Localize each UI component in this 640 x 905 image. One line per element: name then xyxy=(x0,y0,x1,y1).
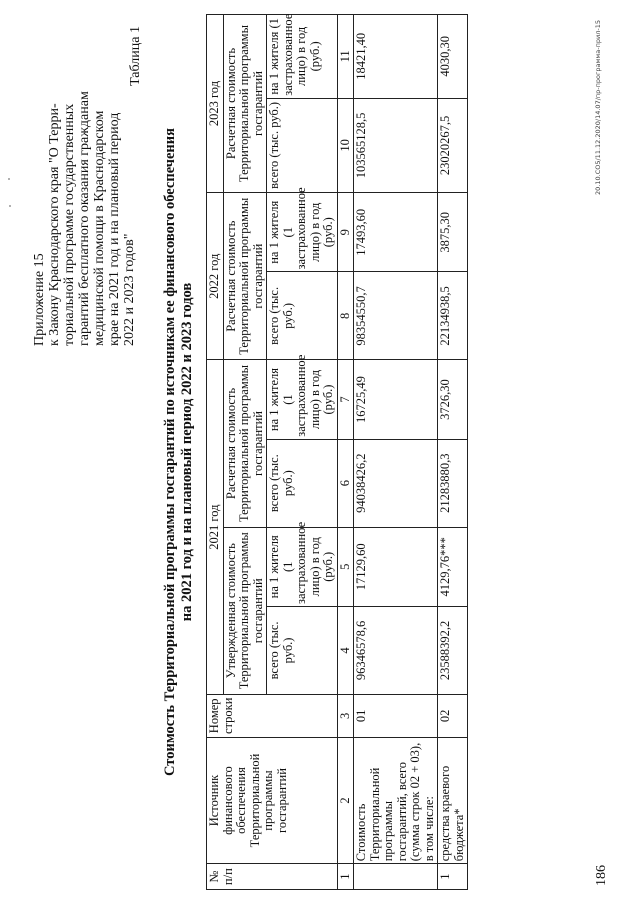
appendix-line: гарантий бесплатного оказания гражданам xyxy=(77,91,92,346)
appendix-header xyxy=(32,26,137,346)
row-no xyxy=(354,864,438,890)
header-total: всего (тыс. руб.) xyxy=(267,606,338,694)
header-per-capita: на 1 жителя (1 застрахованное лицо) в год (руб.) xyxy=(267,15,338,99)
cell-per-capita-2021-calculated: 3726,30 xyxy=(438,360,468,439)
cell-per-capita-2023: 18421,40 xyxy=(354,15,438,99)
cell-per-capita-2021-approved: 4129,76*** xyxy=(438,527,468,606)
cell-total-2021-approved: 23588392,2 xyxy=(438,606,468,694)
cell-total-2023: 23020267,5 xyxy=(438,98,468,192)
column-number: 5 xyxy=(337,527,354,606)
cell-per-capita-2022: 17493,60 xyxy=(354,193,438,272)
column-number: 3 xyxy=(337,694,354,737)
header-total: всего (тыс. руб.) xyxy=(267,272,338,360)
appendix-line: медицинской помощи в Краснодарском xyxy=(92,110,107,346)
row-source: средства краевого бюджета* xyxy=(438,737,468,864)
header-per-capita: на 1 жителя (1 застрахованное лицо) в год (руб.) xyxy=(267,527,338,606)
appendix-title: Приложение 15 xyxy=(32,253,47,346)
header-total: всего (тыс. руб.) xyxy=(267,98,338,192)
header-approved-cost: Утвержденная стоимость Территориальной программы госгарантий xyxy=(223,527,267,694)
document-title xyxy=(162,18,196,886)
cell-total-2021-calculated: 94038426,2 xyxy=(354,439,438,527)
appendix-line: ториальной программе государственных xyxy=(62,103,77,346)
cell-per-capita-2022: 3875,30 xyxy=(438,193,468,272)
title-line-1: Стоимость Территориальной программы госгарантий по источникам ее финансового обеспечения xyxy=(162,128,178,776)
column-number: 2 xyxy=(337,737,354,864)
title-line-2: на 2021 год и на плановый период 2022 и 2023 годов xyxy=(179,282,195,622)
column-number: 8 xyxy=(337,272,354,360)
column-number: 11 xyxy=(337,15,354,99)
column-number: 10 xyxy=(337,98,354,192)
appendix-line: 2022 и 2023 годов" xyxy=(122,233,137,346)
cell-per-capita-2021-calculated: 16725,49 xyxy=(354,360,438,439)
cell-total-2021-approved: 96346578,6 xyxy=(354,606,438,694)
header-year-2021: 2021 год xyxy=(207,360,224,695)
page-number: 186 xyxy=(594,865,609,886)
header-per-capita: на 1 жителя (1 застрахованное лицо) в год (руб.) xyxy=(267,193,338,272)
row-line-number: 01 xyxy=(354,694,438,737)
document-code: 20.10.CO5/11.12.2020/14.07/пр-программа-прил-15 xyxy=(594,20,602,195)
header-calculated-cost-2021: Расчетная стоимость Территориальной программы госгарантий xyxy=(223,360,267,527)
cell-total-2022: 22134938,5 xyxy=(438,272,468,360)
header-line-number: Номер строки xyxy=(207,694,338,737)
column-number: 1 xyxy=(337,864,354,890)
column-number: 9 xyxy=(337,193,354,272)
cost-table xyxy=(206,14,468,890)
table-row xyxy=(354,15,438,890)
cell-total-2021-calculated: 21283880,3 xyxy=(438,439,468,527)
table-label: Таблица 1 xyxy=(128,26,143,86)
column-number: 6 xyxy=(337,439,354,527)
cell-total-2023: 103565128,5 xyxy=(354,98,438,192)
row-source: Стоимость Территориальной программы госгарантий, всего (сумма строк 02 + 03), в том числе: xyxy=(354,737,438,864)
appendix-line: к Закону Краснодарского края "О Терри- xyxy=(47,103,62,346)
header-row-years xyxy=(207,15,224,890)
header-no: № п/п xyxy=(207,864,338,890)
column-number: 7 xyxy=(337,360,354,439)
appendix-line: крае на 2021 год и на плановый период xyxy=(107,112,122,346)
header-total: всего (тыс. руб.) xyxy=(267,439,338,527)
table-row xyxy=(438,15,468,890)
header-per-capita: на 1 жителя (1 застрахованное лицо) в год (руб.) xyxy=(267,360,338,439)
header-year-2022: 2022 год xyxy=(207,193,224,360)
column-number: 4 xyxy=(337,606,354,694)
row-no: 1 xyxy=(438,864,468,890)
scan-speck xyxy=(8,178,10,180)
header-year-2023: 2023 год xyxy=(207,15,224,193)
cell-total-2022: 98354550,7 xyxy=(354,272,438,360)
cell-per-capita-2021-approved: 17129,60 xyxy=(354,527,438,606)
rotated-page-content xyxy=(20,12,620,892)
header-calculated-cost-2023: Расчетная стоимость Территориальной программы госгарантий xyxy=(223,15,267,193)
header-calculated-cost-2022: Расчетная стоимость Территориальной программы госгарантий xyxy=(223,193,267,360)
cell-per-capita-2023: 4030,30 xyxy=(438,15,468,99)
row-line-number: 02 xyxy=(438,694,468,737)
scan-speck xyxy=(9,205,11,207)
column-number-row xyxy=(337,15,354,890)
header-source: Источник финансового обеспечения Территориальной программы госгарантий xyxy=(207,737,338,864)
